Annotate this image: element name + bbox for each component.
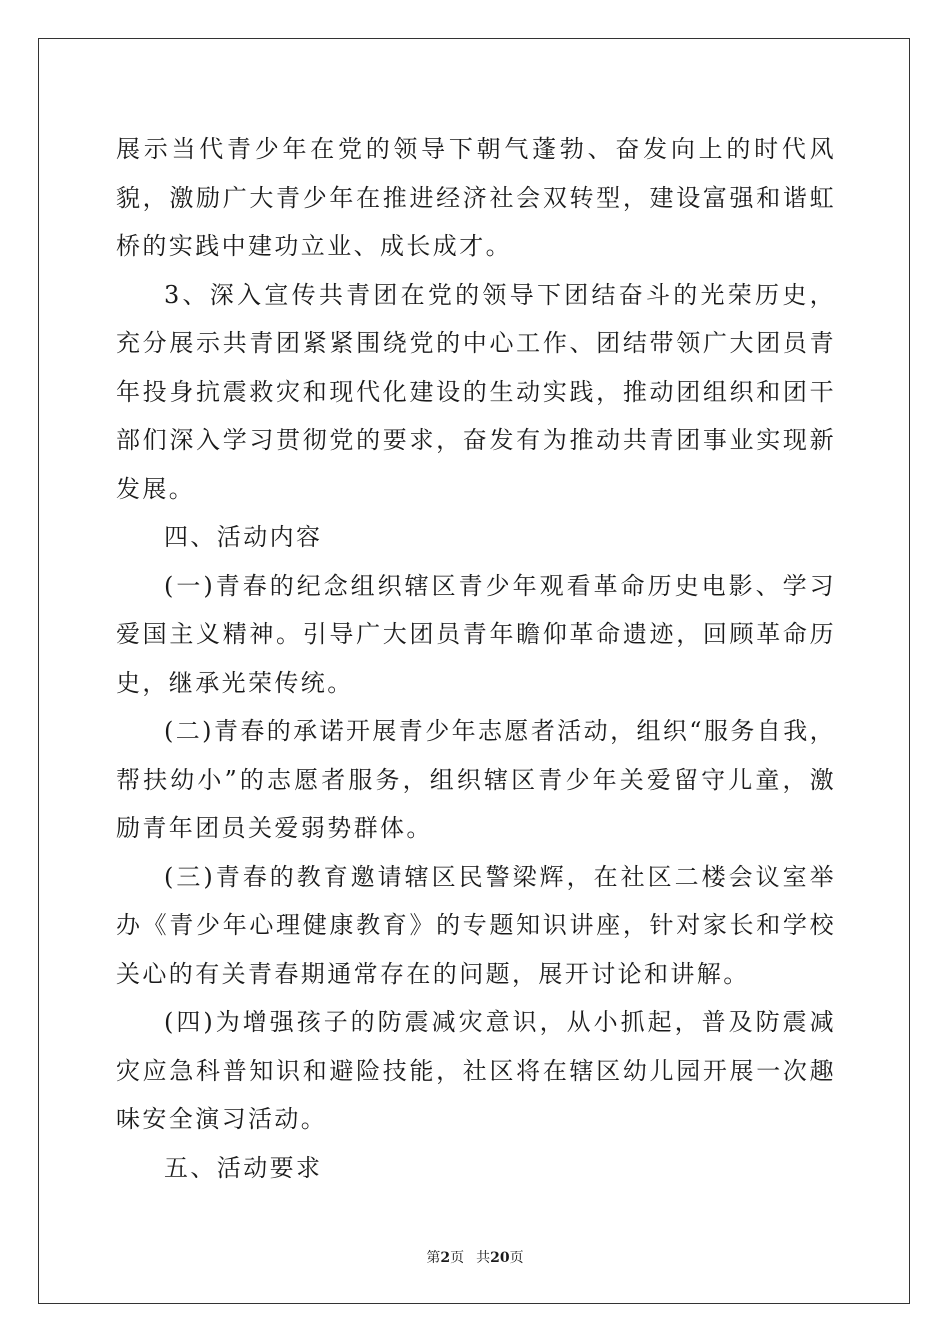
document-body — [116, 125, 836, 1192]
paragraph-item-2: (二)青春的承诺开展青少年志愿者活动，组织“服务自我，帮扶幼小”的志愿者服务，组织辖区青少年关爱留守儿童，激励青年团员关爱弱势群体。 — [116, 717, 836, 842]
paragraph-item-1: (一)青春的纪念组织辖区青少年观看革命历史电影、学习爱国主义精神。引导广大团员青年瞻仰革命遗迹，回顾革命历史，继承光荣传统。 — [116, 571, 836, 697]
total-pages: 20 — [490, 1250, 510, 1266]
page-suffix: 页 — [450, 1250, 465, 1266]
paragraph-1: 展示当代青少年在党的领导下朝气蓬勃、奋发向上的时代风貌，激励广大青少年在推进经济社会双转型，建设富强和谐虹桥的实践中建功立业、成长成才。 — [116, 135, 836, 260]
page-number: 2 — [440, 1250, 451, 1266]
page-footer — [0, 1247, 950, 1267]
section-heading-5: 五、活动要求 — [164, 1153, 323, 1182]
paragraph-item-3: (三)青春的教育邀请辖区民警梁辉，在社区二楼会议室举办《青少年心理健康教育》的专题知识讲座，针对家长和学校关心的有关青春期通常存在的问题，展开讨论和讲解。 — [116, 862, 836, 988]
total-prefix: 共 — [476, 1250, 491, 1266]
section-heading-4: 四、活动内容 — [164, 523, 323, 551]
paragraph-item-4: (四)为增强孩子的防震减灾意识，从小抓起，普及防震减灾应急科普知识和避险技能，社区将在辖区幼儿园开展一次趣味安全演习活动。 — [116, 1008, 836, 1133]
page-prefix: 第 — [426, 1250, 441, 1266]
total-suffix: 页 — [509, 1250, 524, 1266]
paragraph-2: 3、深入宣传共青团在党的领导下团结奋斗的光荣历史，充分展示共青团紧紧围绕党的中心工作、团结带领广大团员青年投身抗震救灾和现代化建设的生动实践，推动团组织和团干部们深入学习贯彻党的要求，奋发有为推动共青团事业实现新发展。 — [116, 280, 836, 503]
